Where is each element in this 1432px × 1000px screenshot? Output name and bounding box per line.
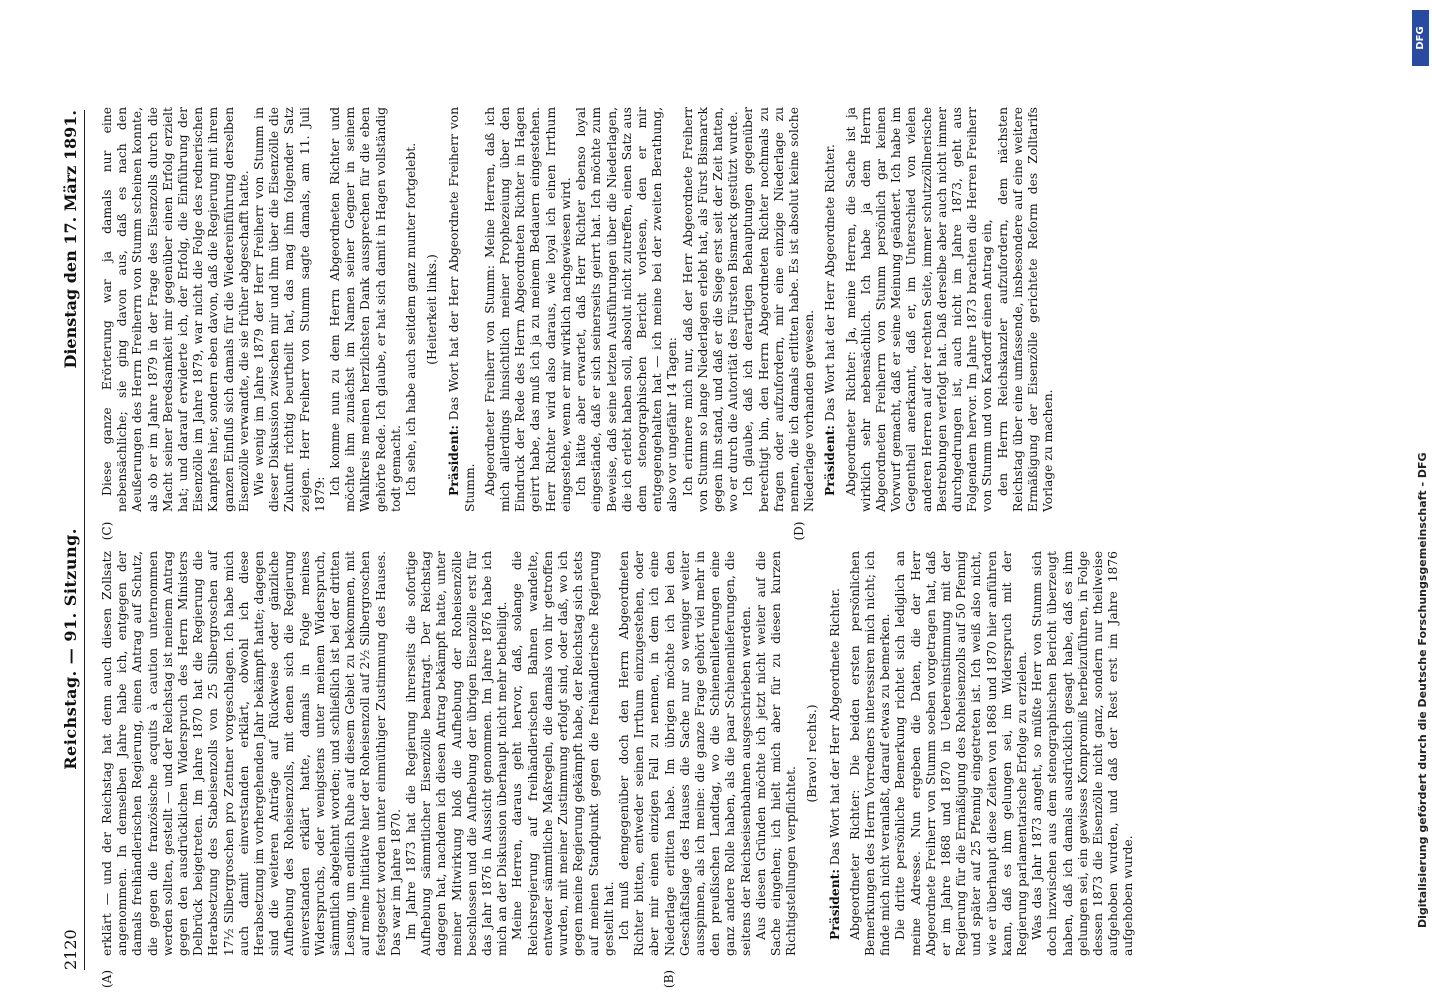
margin-marker-a: (A) (100, 969, 114, 989)
page-number: 2120 (61, 929, 80, 970)
paragraph: Was das Jahr 1873 angeht, so müßte Herr von Stumm sich doch inzwischen aus dem stenographischen Bericht überzeugt haben, daß ich damals ausdrücklich gesagt habe, daß es ihm gelungen sei, ein gewisses Kompromiß herbeizuführen, in Folge dessen 1873 die Eisenzölle nicht ganz, sondern nur theilweise aufgehoben wurden, und daß der Rest erst im Jahre 1876 aufgehoben wurde. (1030, 551, 1136, 956)
paragraph: erklärt — und der Reichstag hat denn auch diesen Zollsatz angenommen. In demselben Jahre habe ich, entgegen der damals freihändlerischen Regierung, einen Antrag auf Schutz, die gegen die französische acquits à caution unternommen werden sollten, gestellt — und der Reichstag ist meinem Antrag gegen den ausdrücklichen Widerspruch des Herrn Ministers Delbrück beigetreten. Im Jahre 1870 hat die Regierung die Herabsetzung des Stabeisenzolls von 25 Silbergroschen auf 17½ Silbergroschen pro Zentner vorgeschlagen. Ich habe mich auch damit einverstanden erklärt, obwohl ich diese Herabsetzung im vorhergehenden Jahr bekämpft hatte; dagegen sind die weiteren Anträge auf Rückweise oder gänzliche Aufhebung des Roheisenzolls, mit denen sich die Regierung einverstanden erklärt hatte, damals in Folge meines Widerspruchs, oder wenigstens unter meinem Widerspruch, sämmtlich abgelehnt worden; und schließlich ist bei der dritten Lesung, um endlich Ruhe auf diesem Gebiet zu bekommen, mit auf meine Initiative hier der Roheisenzoll auf 2½ Silbergroschen festgesetzt worden unter einmüthiger Zustimmung des Hauses. Das war im Jahre 1870. (100, 551, 403, 956)
paragraph: Diese ganze Erörterung war ja damals nur eine nebensächliche; sie ging davon aus, daß es nach den Aeußerungen des Herrn Freiherrn von Stumm scheinen konnte, als ob er im Jahre 1879 in der Frage des Eisenzolls durch die Macht seiner Beredsamkeit mir gegenüber einen Erfolg erzielt hat; und darauf erwiderte ich, der Erfolg, die Einführung der Eisenzölle im Jahre 1879, war nicht die Folge des rednerischen Kampfes hier, sondern eben davon, daß die Regierung mit ihrem ganzen Einfluß sich damals für die Wiedereinführung derselben Eisenzölle verwandte, die sie früher abgeschafft hatte. (100, 107, 251, 512)
right-column (100, 107, 1056, 512)
funding-credit: Digitalisierung gefördert durch die Deutsche Forschungsgemeinschaft - DFG (1416, 452, 1429, 928)
paragraph: Im Jahre 1873 hat die Regierung ihrerseits die sofortige Aufhebung sämmtlicher Eisenzölle beantragt. Der Reichstag dagegen hat, nachdem ich diesen Antrag bekämpft hatte, unter meiner Mitwirkung bloß die Aufhebung der Roheisenzölle beschlossen und die Aufhebung der übrigen Eisenzölle erst für das Jahr 1876 in Aussicht genommen. Im Jahre 1876 habe ich mich an der Diskussion überhaupt nicht mehr betheiligt. (404, 551, 510, 956)
paragraph: Die dritte persönliche Bemerkung richtet sich lediglich an meine Adresse. Nun ergeben die Daten, die der Herr Abgeordnete Freiherr von Stumm soeben vorgetragen hat, daß er im Jahre 1868 und 1870 in Uebereinstimmung mit der Regierung für die Ermäßigung des Roheisenzolls auf 50 Pfennig und später auf 25 Pfennig eingetreten ist. Ich weiß also nicht, wie er überhaupt diese Zeiten von 1868 und 1870 hier anführen kann, daß es ihm gelungen sei, im Widerspruch mit der Regierung parlamentarische Erfolge zu erzielen. (893, 551, 1029, 956)
paragraph: Ich muß demgegenüber doch den Herrn Abgeordneten Richter bitten, entweder seinen Irrthum einzugestehen, oder aber mir einen einzigen Fall zu nennen, in dem ich eine Niederlage erlitten habe. Im übrigen möchte ich bei den Geschäftslage des Hauses die Sache nur so weniger weiter ausspinnen, als ich meine: die ganze Frage gehört viel mehr in den preußischen Landtag, wo die Schienenlieferungen eine ganz andere Rolle haben, als die paar Schienenlieferungen, die seitens der Reichseisenbahnen ausgeschrieben werden. (616, 551, 753, 956)
margin-marker-c: (C) (100, 521, 114, 541)
quotation: Ich erinnere mich nur, daß der Herr Abgeordnete Freiherr von Stumm so lange Niederlagen erlebt hat, als Fürst Bismarck gegen ihn stand, und daß er die Siege erst seit der Zeit hatten, wo er durch die Autorität des Fürsten Bismarck gestützt wurde. (680, 107, 741, 512)
paragraph: Aus diesen Gründen möchte ich jetzt nicht weiter auf die Sache eingehen; ich hielt mich aber für zu diesen kurzen Richtigstellungen verpflichtet. (753, 551, 799, 956)
left-column (100, 551, 1137, 956)
session-date: Dienstag den 17. März 1891. (61, 110, 80, 369)
laughter-note: (Heiterkeit links.) (425, 254, 440, 365)
page-header (52, 110, 85, 970)
president-text: Das Wort hat der Herr Abgeordnete Richter. (827, 588, 842, 866)
rotated-document-page (52, 90, 1422, 990)
margin-marker-b: (B) (662, 969, 676, 989)
paragraph: Abgeordneter Freiherr von Stumm: Meine Herren, daß ich mich allerdings hinsichtlich meiner Prophezeiung über den Eindruck der Rede des Herrn Abgeordneten Richter in Hagen geirrt habe, das muß ich ja zu meinem Bedauern eingestehen. Herr Richter wird also daraus, wie loyal ich einen Irrthum eingestehe, wenn er mir wirklich nachgewiesen wird. (482, 107, 573, 512)
paragraph: Ich hätte aber erwartet, daß Herr Richter ebenso loyal eingestände, daß er sich seinerseits geirrt hat. Ich möchte zum Beweise, daß seine letzten Ausführungen über die Niederlagen, die ich erlebt haben soll, absolut nicht zutreffen, einen Satz aus dem stenographischen Bericht vorlesen, den er mir entgegengehalten hat — ich meine bei der zweiten Berathung, also vor ungefähr 14 Tagen: (574, 107, 680, 512)
quotation: den Herrn Reichskanzler aufzufordern, dem nächsten Reichstag über eine umfassende, insbesondere auf eine weitere Ermäßigung der Eisenzölle gerichtete Reform des Zolltarifs Vorlage zu machen. (995, 107, 1056, 512)
paragraph: Wie wenig im Jahre 1879 der Herr Freiherr von Stumm in dieser Diskussion zwischen mir und ihm über die Eisenzölle die Zukunft richtig beurtheilt hat, das mag ihm folgender Satz zeigen. Herr Freiherr von Stumm sagte damals, am 11. Juli 1879: (252, 107, 327, 512)
president-line (822, 107, 838, 512)
paragraph: Abgeordneter Richter: Die beiden ersten persönlichen Bemerkungen des Herrn Vorredners interessiren mich nicht; ich finde mich nicht veranlaßt, darauf etwas zu bemerken. (847, 551, 893, 956)
president-text: Das Wort hat der Herr Abgeordnete Freiherr von Stumm. (447, 107, 477, 512)
paragraph: Ich sehe, ich habe auch seitdem ganz munter fortgelebt. (404, 142, 419, 496)
president-line (446, 107, 477, 512)
dfg-logo-text: DFG (1415, 26, 1426, 50)
digitization-sidebar (1412, 10, 1430, 990)
paragraph: Meine Herren, daraus geht hervor, daß, solange die Reichsregierung auf freihändlerischen Bahnen wandelte, entweder sämmtliche Maßregeln, die damals von ihr getroffen wurden, mit meiner Zustimmung erfolgt sind, oder daß, wo ich gegen meine Regierung gekämpft habe, der Reichstag sich stets auf meinen Standpunkt gegen die freihändlerische Regierung gestellt hat. (510, 551, 616, 956)
paragraph: Ich glaube, daß ich derartigen Behauptungen gegenüber berechtigt bin, den Herrn Abgeordneten Richter nochmals zu fragen oder aufzufordern, mir eine einzige Niederlage zu nennen, die ich damals erlitten habe. Es ist absolut keine solche Niederlage vorhanden gewesen. (741, 107, 817, 512)
session-title: Reichstag. — 91. Sitzung. (61, 528, 80, 770)
president-label: Präsident: (446, 425, 462, 496)
margin-marker-d: (D) (792, 521, 806, 541)
quotation: Ich komme nun zu dem Herrn Abgeordneten Richter und möchte ihm zunächst im Namen seiner Gegner in seinem Wahlkreis meinen herzlichsten Dank aussprechen für die eben gehörte Rede. Ich glaube, er hat sich damit in Hagen vollständig todt gemacht. (328, 107, 403, 512)
president-label: Präsident: (822, 425, 838, 496)
president-label: Präsident: (826, 869, 842, 940)
president-line (827, 551, 843, 956)
president-text: Das Wort hat der Herr Abgeordnete Richter. (823, 144, 838, 422)
applause-note: (Bravo! rechts.) (805, 704, 820, 803)
paragraph: Abgeordneter Richter: Ja, meine Herren, die Sache ist ja wirklich sehr nebensächlich. Ich habe ja dem Herrn Abgeordneten Freiherrn von Stumm persönlich gar keinen Vorwurf gemacht, daß er seine Meinung geändert. Ich habe im Gegentheil anerkannt, daß er, im Unterschied von vielen anderen Herren auf der rechten Seite, immer schutzzöllnerische Bestrebungen verfolgt hat. Daß derselbe aber auch nicht immer durchgedrungen ist, auch nicht im Jahre 1873, geht aus Folgendem hervor. Im Jahre 1873 brachten die Herren Freiherr von Stumm und von Kardorff einen Antrag ein, (843, 107, 995, 512)
